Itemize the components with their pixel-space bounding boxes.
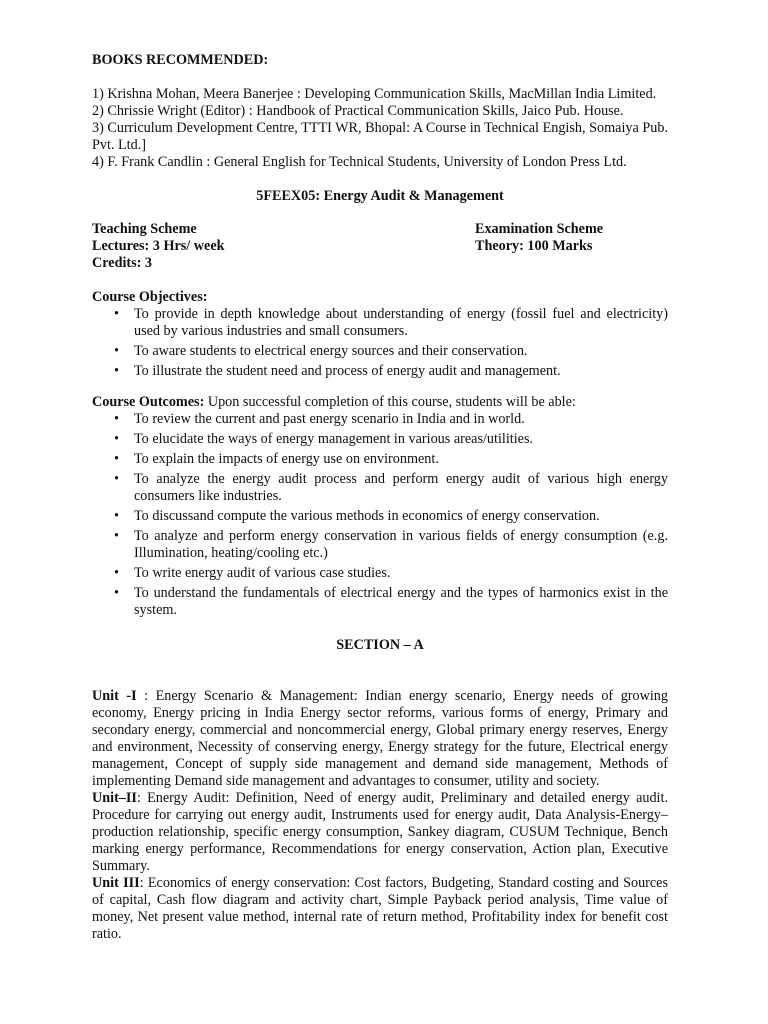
outcomes-intro: Upon successful completion of this course, students will be able: — [204, 394, 576, 410]
list-item: • To understand the fundamentals of electrical energy and the types of harmonics exist in the system. — [114, 585, 668, 618]
list-item: • To illustrate the student need and process of energy audit and management. — [114, 363, 561, 379]
list-item: • To review the current and past energy scenario in India and in world. — [114, 411, 525, 427]
bullet-icon: • — [114, 565, 119, 581]
bullet-icon: • — [114, 363, 119, 379]
unit-text: : Energy Scenario & Management: Indian energy scenario, Energy needs of growing economy, Energy pricing in India Energy sector reforms, various forms of energy, Primary and secondary energy, commercial and noncommercial energy, Global primary energy reserves, Energy and environment, Necessity of conserving energy, Energy strategy for the future, Electrical energy management, Concept of supply side management and demand side management, Methods of implementing Demand side management and advantages to consumer, utility and society. — [92, 688, 668, 789]
teaching-scheme-label: Teaching Scheme — [92, 221, 197, 237]
outcomes-intro-line — [92, 394, 668, 411]
list-item: • To discussand compute the various methods in economics of energy conservation. — [114, 508, 600, 524]
unit-label: Unit–II — [92, 790, 137, 806]
list-item: • To provide in depth knowledge about understanding of energy (fossil fuel and electricity) used by various industries and small consumers. — [114, 306, 668, 339]
book-item: 1) Krishna Mohan, Meera Banerjee : Developing Communication Skills, MacMillan India Limited. — [92, 86, 657, 102]
list-item: • To analyze the energy audit process and perform energy audit of various high energy consumers like industries. — [114, 471, 668, 504]
books-heading: BOOKS RECOMMENDED: — [92, 52, 269, 68]
books-list — [92, 86, 668, 171]
scheme-block — [92, 221, 668, 272]
theory-marks-value: Theory: 100 Marks — [475, 238, 593, 254]
unit-label: Unit -I — [92, 688, 137, 704]
outcomes-list — [92, 411, 668, 619]
document-page — [92, 52, 668, 943]
section-a-heading: SECTION – A — [336, 637, 424, 653]
unit-2-paragraph — [92, 790, 668, 875]
list-item: • To analyze and perform energy conservation in various fields of energy consumption (e.g. Illumination, heating/cooling etc.) — [114, 528, 668, 561]
book-item: 3) Curriculum Development Centre, TTTI WR, Bhopal: A Course in Technical Engish, Somaiya Pub. Pvt. Ltd.] — [92, 120, 668, 153]
credits-value: Credits: 3 — [92, 255, 153, 271]
bullet-icon: • — [114, 471, 119, 487]
bullet-icon: • — [114, 343, 119, 359]
lectures-value: Lectures: 3 Hrs/ week — [92, 238, 225, 254]
objectives-heading: Course Objectives: — [92, 289, 208, 305]
list-item: • To explain the impacts of energy use on environment. — [114, 451, 439, 467]
outcomes-heading: Course Outcomes: — [92, 394, 205, 410]
bullet-icon: • — [114, 508, 119, 524]
bullet-icon: • — [114, 411, 119, 427]
course-title: 5FEEX05: Energy Audit & Management — [256, 188, 504, 204]
bullet-icon: • — [114, 585, 119, 601]
bullet-icon: • — [114, 451, 119, 467]
list-item: • To aware students to electrical energy sources and their conservation. — [114, 343, 528, 359]
bullet-icon: • — [114, 528, 119, 544]
examination-scheme — [475, 221, 668, 272]
book-item: 2) Chrissie Wright (Editor) : Handbook of Practical Communication Skills, Jaico Pub. House. — [92, 103, 624, 119]
book-item: 4) F. Frank Candlin : General English for Technical Students, University of London Press Ltd. — [92, 154, 627, 170]
list-item: • To write energy audit of various case studies. — [114, 565, 391, 581]
teaching-scheme — [92, 221, 225, 272]
unit-text: : Energy Audit: Definition, Need of energy audit, Preliminary and detailed energy audit. Procedure for carrying out energy audit, Instruments used for energy audit, Data Analysis-Energy–production relationship, specific energy consumption, Sankey diagram, CUSUM Technique, Bench marking energy performance, Recommendations for energy conservation, Action plan, Executive Summary. — [92, 790, 668, 874]
list-item: • To elucidate the ways of energy management in various areas/utilities. — [114, 431, 534, 447]
unit-3-paragraph — [92, 875, 668, 943]
exam-scheme-label: Examination Scheme — [475, 221, 604, 237]
bullet-icon: • — [114, 306, 119, 322]
bullet-icon: • — [114, 431, 119, 447]
unit-text: : Economics of energy conservation: Cost factors, Budgeting, Standard costing and Sources of capital, Cash flow diagram and activity chart, Simple Payback period analysis, Time value of money, Net present value method, internal rate of return method, Profitability index for benefit cost ratio. — [92, 875, 668, 942]
unit-1-paragraph — [92, 688, 668, 790]
objectives-list — [92, 306, 668, 380]
unit-label: Unit III — [92, 875, 140, 891]
